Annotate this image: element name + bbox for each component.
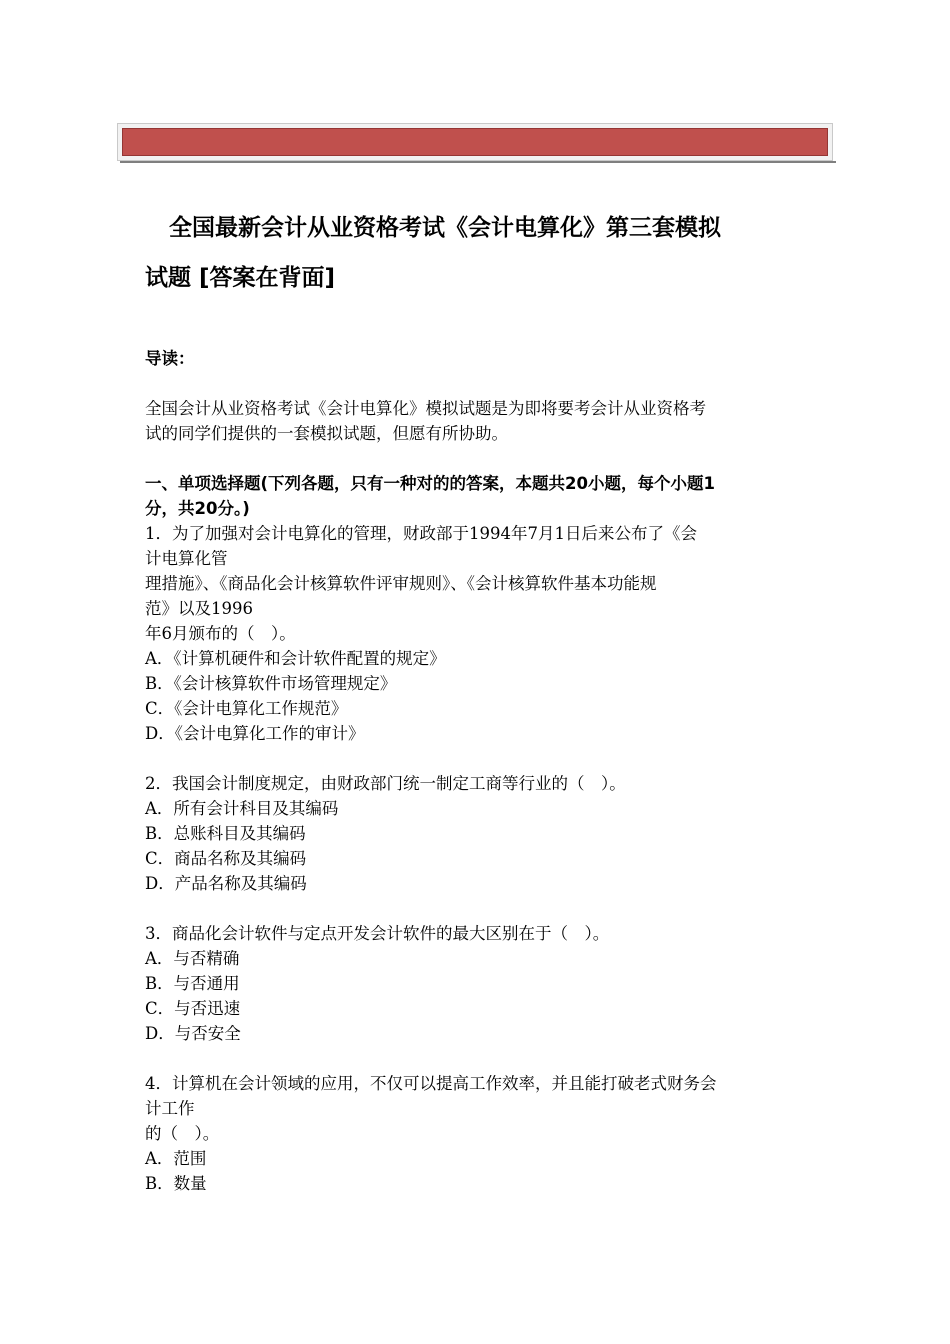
question-text: 计电算化管 (145, 549, 228, 568)
question-1 (145, 521, 815, 746)
title-line-1: 全国最新会计从业资格考试《会计电算化》第三套模拟 (169, 215, 721, 241)
question-text: 3．商品化会计软件与定点开发会计软件的最大区别在于（ ）。 (145, 924, 610, 943)
option: A．范围 (145, 1149, 207, 1168)
title-line-2: 试题 [答案在背面] (145, 265, 336, 291)
question-4 (145, 1071, 815, 1196)
option: A．与否精确 (145, 949, 240, 968)
option: C．《会计电算化工作规范》 (145, 699, 348, 718)
question-text: 年6月颁布的（ ）。 (145, 624, 296, 643)
option: C．与否迅速 (145, 999, 241, 1018)
option: B．数量 (145, 1174, 207, 1193)
intro-line: 试的同学们提供的一套模拟试题，但愿有所协助。 (145, 424, 508, 443)
document-body (145, 346, 815, 1196)
option: A．所有会计科目及其编码 (145, 799, 339, 818)
question-text: 4．计算机在会计领域的应用，不仅可以提高工作效率，并且能打破老式财务会 (145, 1074, 717, 1093)
question-2 (145, 771, 815, 896)
header-banner-shadow (120, 161, 836, 163)
header-banner-bar (122, 128, 828, 156)
header-banner (117, 123, 833, 161)
question-3 (145, 921, 815, 1046)
option: B．与否通用 (145, 974, 240, 993)
document-title (145, 203, 815, 303)
option: A．《计算机硬件和会计软件配置的规定》 (145, 649, 446, 668)
option: D．《会计电算化工作的审计》 (145, 724, 365, 743)
intro-line: 全国会计从业资格考试《会计电算化》模拟试题是为即将要考会计从业资格考 (145, 399, 706, 418)
question-text: 的（ ）。 (145, 1124, 220, 1143)
option: C．商品名称及其编码 (145, 849, 307, 868)
question-text: 范》以及1996 (145, 599, 253, 618)
section-heading: 分，共20分。) (145, 499, 250, 518)
section-heading: 一、单项选择题(下列各题，只有一种对的的答案，本题共20小题，每个小题1 (145, 474, 715, 493)
option: D．与否安全 (145, 1024, 241, 1043)
option: B．总账科目及其编码 (145, 824, 306, 843)
option: D．产品名称及其编码 (145, 874, 307, 893)
question-text: 计工作 (145, 1099, 195, 1118)
question-text: 2．我国会计制度规定，由财政部门统一制定工商等行业的（ ）。 (145, 774, 626, 793)
option: B．《会计核算软件市场管理规定》 (145, 674, 397, 693)
intro-heading: 导读： (145, 349, 195, 368)
question-text: 理措施》、《商品化会计核算软件评审规则》、《会计核算软件基本功能规 (145, 574, 657, 593)
question-text: 1．为了加强对会计电算化的管理，财政部于1994年7月1日后来公布了《会 (145, 524, 697, 543)
